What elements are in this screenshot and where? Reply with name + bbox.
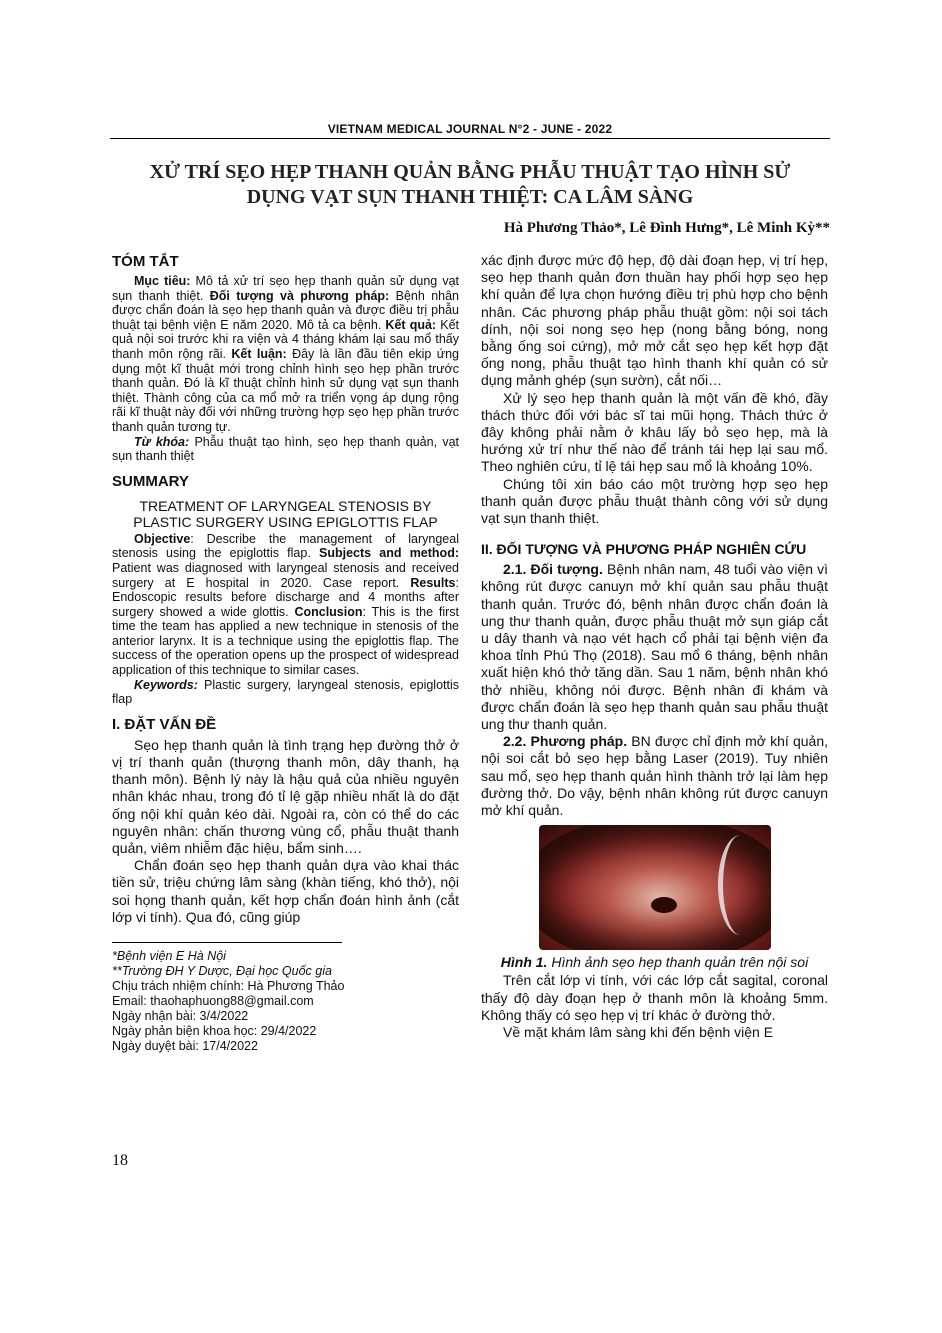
footnote-affiliation-2: **Trường ĐH Y Dược, Đại học Quốc gia (112, 964, 332, 979)
footnote-rule (112, 942, 342, 943)
section2-heading: II. ĐỐI TƯỢNG VÀ PHƯƠNG PHÁP NGHIÊN CỨU (481, 541, 807, 558)
summary-heading: SUMMARY (112, 472, 189, 490)
footnote-received: Ngày nhận bài: 3/4/2022 (112, 1009, 249, 1024)
conclusion-label-en: Conclusion (294, 604, 363, 619)
result-text-vi: Kết quả nội soi trước khi ra viện và 4 tháng khám lại sau mổ thấy thanh môn rộng rãi. (112, 317, 459, 361)
footnote-corresponding: Chịu trách nhiệm chính: Hà Phương Thảo (112, 979, 345, 994)
left-column (112, 248, 459, 1054)
footnote-email: Email: thaohaphuong88@gmail.com (112, 994, 314, 1009)
footnote-affiliation-1: *Bệnh viện E Hà Nội (112, 949, 226, 964)
method-label-vi: Đối tượng và phương pháp: (209, 288, 390, 303)
right-column (481, 252, 828, 1041)
summary-body (112, 532, 459, 707)
summary-title: TREATMENT OF LARYNGEAL STENOSIS BY PLASTIC SURGERY USING EPIGLOTTIS FLAP (133, 497, 438, 530)
result-label-vi: Kết quả: (385, 317, 437, 332)
results-label-en: Results (410, 575, 456, 590)
footnote-reviewed: Ngày phản biện khoa học: 29/4/2022 (112, 1024, 317, 1039)
journal-header: VIETNAM MEDICAL JOURNAL N°2 - JUNE - 2022 (327, 122, 613, 136)
subsection-2-2-text: BN được chỉ định mở khí quản, nội soi cắt bỏ sẹo hẹp bằng Laser (2019). Tuy nhiên sau mổ, sẹo hẹp thanh quản hình thành trở lại làm hẹp đường thở. Do vậy, bệnh nhân không rút được canuyn mở khí quản. (481, 733, 828, 819)
section1-paragraph-3: xác định được mức độ hẹp, độ dài đoạn hẹp, vị trí hẹp, sẹo hẹp thanh quản đơn thuần hay phối hợp sẹo hẹp khí quản để lựa chọn hướng điều trị phù hợp cho bệnh nhân. Các phương pháp phẫu thuật gồm: nội soi tách dính, nội soi nong sẹo hẹp (nong bằng bóng, nong bằng ống soi cứng), mở mở cắt sẹo hẹp kết hợp đặt ống nong, phẫu thuật tạo hình thanh khí quản có sử dụng mảnh ghép (sụn sườn), cắt nối… (481, 252, 828, 389)
subjects-label-en: Subjects and method: (319, 546, 459, 561)
method-text-vi: Bệnh nhân được chẩn đoán là sẹo hẹp thanh quản và được điều trị phẫu thuật tại bệnh viện E năm 2020. Mô tả ca bệnh. (112, 288, 460, 332)
keywords-text-vi: Phẫu thuật tạo hình, sẹo hẹp thanh quản, vạt sụn thanh thiệt (112, 434, 459, 464)
footnote-accepted: Ngày duyệt bài: 17/4/2022 (112, 1039, 258, 1054)
objective-label-vi: Mục tiêu: (134, 274, 191, 288)
tomtat-body (112, 274, 459, 464)
keywords-label-en: Keywords: (134, 677, 198, 692)
section1-paragraph-4: Xử lý sẹo hẹp thanh quản là một vấn đề khó, đầy thách thức đối với bác sĩ tai mũi họng. Thách thức ở đây không phải nằm ở khâu lấy bỏ sẹo hẹp, mà là hướng xử trí như thế nào để tránh tái hẹp lại sau mổ. Theo nghiên cứu, tỉ lệ tái hẹp sau mổ là khoảng 10%. (481, 389, 828, 475)
section2-last-paragraph: Về mặt khám lâm sàng khi đến bệnh viện E (503, 1023, 774, 1040)
keywords-text-en: Plastic surgery, laryngeal stenosis, epiglottis flap (112, 677, 459, 707)
objective-text-en: : Describe the management of laryngeal stenosis using the epiglottis flap. (112, 531, 459, 561)
section1-paragraph-1: Sẹo hẹp thanh quản là tình trạng hẹp đường thở ở vị trí thanh quản (thượng thanh môn, dây thanh, hạ thanh môn). Bệnh lý này là hậu quả của nhiều nguyên nhân khác nhau, trong đó tỉ lệ gặp nhiều nhất là do đặt ống nội khí quản kéo dài. Ngoài ra, còn có thể do các nguyên nhân: chấn thương vùng cổ, phẫu thuật thanh quản, viêm nhiễm đặc hiệu, bẩm sinh…. (112, 736, 459, 857)
figure-caption (481, 954, 828, 970)
figure-caption-label: Hình 1. (500, 954, 548, 971)
footnotes (112, 949, 459, 1054)
objective-text-vi: Mô tả xử trí sẹo hẹp thanh quản sử dụng vạt sụn thanh thiệt. (112, 274, 460, 303)
authors: Hà Phương Thảo*, Lê Đình Hưng*, Lê Minh Kỳ** (503, 220, 830, 236)
section1-paragraph-5: Chúng tôi xin báo cáo một trường hợp sẹo hẹp thanh quản được phẫu thuật thành công với sử dụng vạt sụn thanh thiệt. (481, 475, 828, 527)
endoscopy-figure (539, 825, 771, 950)
conclusion-text-en: : This is the first time the team has applied a new technique in stenosis of the anterior larynx. It is a technique using the epiglottis flap. The success of the operation opens up the prospect of widespread application of this technique to similar cases. (112, 604, 460, 678)
header-rule (110, 138, 830, 139)
tomtat-heading: TÓM TẮT (112, 253, 179, 270)
article-title: XỬ TRÍ SẸO HẸP THANH QUẢN BẰNG PHẪU THUẬT TẠO HÌNH SỬ DỤNG VẠT SỤN THANH THIỆT: CA LÂM SÀNG (149, 161, 791, 208)
results-text-en: : Endoscopic results before discharge and 4 months after surgery showed a wide glottis. (112, 575, 459, 619)
subsection-2-1-label: 2.1. Đối tượng. (503, 561, 603, 578)
section2-ct-paragraph: Trên cắt lớp vi tính, với các lớp cắt sagital, coronal thấy độ dày đoạn hẹp ở thanh môn là khoảng 5mm. Không thấy có sẹo hẹp vị trí khác ở đường thở. (481, 972, 828, 1023)
conclusion-label-vi: Kết luận: (231, 346, 287, 361)
subsection-2-1-text: Bệnh nhân nam, 48 tuổi vào viện vì không rút được canuyn mở khí quản sau phẫu thuật thanh quản. Trước đó, bệnh nhân được chẩn đoán là ung thư thanh quản, được phẫu thuật mở sụn giáp cắt u dây thanh và nạo vét hạch cổ phải tại bệnh viện đa khoa tỉnh Phú Thọ (2018). Sau mổ 6 tháng, bệnh nhân xuất hiện khó thở tăng dần. Sau 1 năm, bệnh nhân khó thở nhiều, không nói được. Bệnh nhân đi khám và được chẩn đoán là sẹo hẹp thanh quản sau phẫu thuật ung thư thanh quản. (481, 561, 828, 733)
section1-paragraph-2: Chẩn đoán sẹo hẹp thanh quản dựa vào khai thác tiền sử, triệu chứng lâm sàng (khàn tiếng, khó thở), nội soi họng thanh quản, kết hợp chẩn đoán hình ảnh (cắt lớp vi tính). Qua đó, cũng giúp (112, 857, 459, 925)
page-number: 18 (112, 1152, 128, 1169)
section1-heading: I. ĐẶT VẤN ĐỀ (112, 715, 217, 733)
objective-label-en: Objective (134, 531, 191, 546)
conclusion-text-vi: Đây là lần đầu tiên ekip ứng dụng một kĩ thuật mới trong chỉnh hình sẹo hẹp phần trước thanh quản. Đó là kĩ thuật chỉnh hình sử dụng vạt sụn thanh thiệt. Thành công của ca mổ mở ra triển vọng áp dụng rộng rãi kĩ thuật này đối với những trường hợp sẹo hẹp phần trước thanh quản tương tự. (112, 346, 460, 434)
keywords-label-vi: Từ khóa: (134, 434, 190, 449)
figure-caption-text: Hình ảnh sẹo hẹp thanh quản trên nội soi (547, 954, 809, 971)
subsection-2-2-label: 2.2. Phương pháp. (503, 733, 628, 750)
subjects-text-en: Patient was diagnosed with laryngeal stenosis and received surgery at E hospital in 2020. Case report. (112, 560, 459, 590)
